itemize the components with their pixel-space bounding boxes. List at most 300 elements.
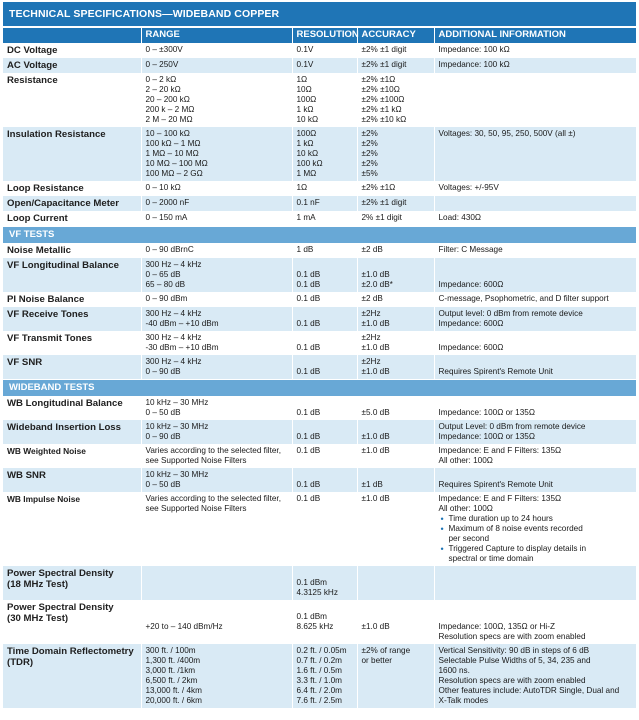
table-row xyxy=(3,355,636,380)
cell-line: 1 kΩ xyxy=(296,139,314,148)
cell-line: ±2% of range xyxy=(361,646,411,655)
parameter-subtitle: (18 MHz Test) xyxy=(7,579,69,590)
cell-line xyxy=(297,568,353,578)
cell-line: ±1.0 dB xyxy=(361,494,390,503)
resolution-cell xyxy=(292,258,357,292)
resolution-cell xyxy=(292,600,357,644)
resolution-cell xyxy=(292,444,357,468)
parameter-name: Time Domain Reflectometry xyxy=(7,646,134,657)
cell-line: Impedance: 600Ω xyxy=(438,343,504,352)
parameter-cell xyxy=(3,292,141,307)
resolution-cell xyxy=(292,196,357,211)
cell-line xyxy=(297,422,353,432)
cell-line: 0 – 65 dB xyxy=(145,270,181,279)
resolution-cell xyxy=(292,331,357,355)
range-cell xyxy=(141,181,292,196)
parameter-cell xyxy=(3,258,141,292)
cell-line: 1Ω xyxy=(296,183,308,192)
cell-line: 0.1V xyxy=(296,60,314,69)
cell-line xyxy=(297,602,353,612)
parameter-cell xyxy=(3,243,141,258)
cell-line: 1Ω xyxy=(296,75,308,84)
cell-line: Other features include: AutoTDR Single, Dual and xyxy=(438,686,620,695)
cell-line: 0.1 dB xyxy=(296,408,321,417)
cell-line: ±2Hz xyxy=(361,357,381,366)
cell-line: Impedance: 100Ω or 135Ω xyxy=(438,408,535,417)
cell-line xyxy=(439,612,633,622)
cell-line: 0 – ±300V xyxy=(145,45,183,54)
accuracy-cell xyxy=(357,127,434,181)
cell-line: ±1.0 dB xyxy=(361,446,390,455)
info-cell xyxy=(434,58,636,73)
resolution-cell xyxy=(292,43,357,58)
cell-line xyxy=(362,612,430,622)
cell-line: or better xyxy=(361,656,392,665)
cell-line: X-Talk modes xyxy=(438,696,489,705)
table-body xyxy=(3,43,636,708)
parameter-cell xyxy=(3,196,141,211)
cell-line: ±2% xyxy=(361,159,378,168)
cell-line: Voltages: +/-95V xyxy=(438,183,499,192)
parameter-name: PI Noise Balance xyxy=(7,294,85,305)
section-header xyxy=(3,380,636,397)
cell-line: ±2% xyxy=(361,139,378,148)
cell-line: Impedance: 100Ω, 135Ω or Hi-Z xyxy=(438,622,555,631)
resolution-cell xyxy=(292,355,357,380)
cell-line: 0.1 dB xyxy=(296,319,321,328)
range-cell xyxy=(141,644,292,708)
cell-line: 0 – 50 dB xyxy=(145,408,181,417)
table-row xyxy=(3,196,636,211)
cell-line xyxy=(439,260,633,270)
accuracy-cell xyxy=(357,196,434,211)
parameter-name: VF SNR xyxy=(7,357,43,368)
parameter-cell xyxy=(3,600,141,644)
cell-line: 0.1 dB xyxy=(296,280,321,289)
accuracy-cell xyxy=(357,444,434,468)
cell-line: 300 Hz – 4 kHz xyxy=(145,260,202,269)
range-cell xyxy=(141,211,292,227)
cell-line: 1.6 ft. / 0.5m xyxy=(296,666,343,675)
info-cell xyxy=(434,43,636,58)
resolution-cell xyxy=(292,468,357,492)
cell-line: 300 Hz – 4 kHz xyxy=(145,333,202,342)
resolution-cell xyxy=(292,492,357,566)
parameter-name: VF Transmit Tones xyxy=(7,333,93,344)
cell-line: Impedance: 100 kΩ xyxy=(438,60,510,69)
cell-line: 0.1 dBm xyxy=(296,612,327,621)
range-cell xyxy=(141,468,292,492)
cell-line: 10 kHz – 30 MHz xyxy=(145,470,209,479)
table-row xyxy=(3,73,636,127)
cell-line: Voltages: 30, 50, 95, 250, 500V (all ±) xyxy=(438,129,576,138)
cell-line: see Supported Noise Filters xyxy=(145,504,247,513)
cell-line: Resolution specs are with zoom enabled xyxy=(438,632,586,641)
range-cell xyxy=(141,127,292,181)
range-cell xyxy=(141,43,292,58)
accuracy-cell xyxy=(357,58,434,73)
cell-line: ±2% ±1Ω xyxy=(361,75,396,84)
table-row xyxy=(3,181,636,196)
table-row xyxy=(3,58,636,73)
resolution-cell xyxy=(292,307,357,331)
section-label: VF TESTS xyxy=(3,227,636,244)
cell-line xyxy=(297,470,353,480)
header-range: RANGE xyxy=(141,27,292,43)
table-row xyxy=(3,492,636,566)
cell-line: 100Ω xyxy=(296,95,317,104)
cell-line: ±2 dB xyxy=(361,294,383,303)
parameter-cell xyxy=(3,396,141,420)
cell-line: ±2% ±1Ω xyxy=(361,183,396,192)
table-row xyxy=(3,566,636,600)
cell-line: 3.3 ft. / 1.0m xyxy=(296,676,343,685)
info-cell xyxy=(434,331,636,355)
table-row xyxy=(3,292,636,307)
cell-line: ±1.0 dB xyxy=(361,367,390,376)
cell-line: Impedance: 100Ω or 135Ω xyxy=(438,432,535,441)
cell-line: ±1.0 dB xyxy=(361,270,390,279)
cell-line xyxy=(297,260,353,270)
parameter-subtitle: (30 MHz Test) xyxy=(7,613,69,624)
parameter-cell xyxy=(3,73,141,127)
range-cell xyxy=(141,73,292,127)
cell-line: ±2 dB xyxy=(361,245,383,254)
cell-line xyxy=(297,333,353,343)
cell-line: 6,500 ft. / 2km xyxy=(145,676,198,685)
info-cell xyxy=(434,644,636,708)
table-row xyxy=(3,468,636,492)
cell-line: ±1 dB xyxy=(361,480,383,489)
cell-line: 0 – 90 dBrnC xyxy=(145,245,194,254)
accuracy-cell xyxy=(357,331,434,355)
table-row xyxy=(3,43,636,58)
accuracy-cell xyxy=(357,600,434,644)
cell-line: 100 kΩ – 1 MΩ xyxy=(145,139,201,148)
cell-line: 0.1 dB xyxy=(296,432,321,441)
accuracy-cell xyxy=(357,73,434,127)
parameter-cell xyxy=(3,644,141,708)
parameter-name: Resistance xyxy=(7,75,58,86)
range-cell xyxy=(141,420,292,444)
cell-line: ±1.0 dB xyxy=(361,343,390,352)
cell-line: 0.1 dB xyxy=(296,446,321,455)
header-parameter xyxy=(3,27,141,43)
cell-line xyxy=(439,270,633,280)
cell-line: Output Level: 0 dBm from remote device xyxy=(438,422,586,431)
cell-line xyxy=(439,398,633,408)
cell-line: 0.1 dB xyxy=(296,294,321,303)
info-bullet: • Maximum of 8 noise events recorded xyxy=(439,524,633,534)
parameter-name: Wideband Insertion Loss xyxy=(7,422,121,433)
cell-line: 0.1 dB xyxy=(296,343,321,352)
cell-line: 7.6 ft. / 2.5m xyxy=(296,696,343,705)
cell-line xyxy=(439,470,633,480)
parameter-name: Loop Current xyxy=(7,213,68,224)
cell-line: 10 kHz – 30 MHz xyxy=(145,422,209,431)
parameter-name: VF Receive Tones xyxy=(7,309,89,320)
cell-line: ±1.0 dB xyxy=(361,432,390,441)
parameter-cell xyxy=(3,307,141,331)
cell-line: 4.3125 kHz xyxy=(296,588,338,597)
page-title: TECHNICAL SPECIFICATIONS—WIDEBAND COPPER xyxy=(3,2,636,26)
cell-line: 0 – 250V xyxy=(145,60,179,69)
info-cell xyxy=(434,211,636,227)
cell-line: Varies according to the selected filter, xyxy=(145,446,281,455)
accuracy-cell xyxy=(357,492,434,566)
cell-line: 13,000 ft. / 4km xyxy=(145,686,202,695)
cell-line: 10 MΩ – 100 MΩ xyxy=(145,159,208,168)
resolution-cell xyxy=(292,396,357,420)
table-row xyxy=(3,444,636,468)
info-cell xyxy=(434,492,636,566)
parameter-name: Loop Resistance xyxy=(7,183,84,194)
cell-line: 0.1 dB xyxy=(296,367,321,376)
cell-line: Impedance: 100 kΩ xyxy=(438,45,510,54)
cell-line: 8.625 kHz xyxy=(296,622,334,631)
range-cell xyxy=(141,444,292,468)
cell-line: 0 – 90 dB xyxy=(145,367,181,376)
range-cell xyxy=(141,243,292,258)
cell-line: 200 k – 2 MΩ xyxy=(145,105,195,114)
cell-line: 300 Hz – 4 kHz xyxy=(145,309,202,318)
cell-line: +20 to – 140 dBm/Hz xyxy=(145,622,223,631)
cell-line xyxy=(362,422,430,432)
cell-line xyxy=(439,333,633,343)
parameter-cell xyxy=(3,211,141,227)
info-bullet: spectral or time domain xyxy=(448,554,534,563)
info-cell xyxy=(434,196,636,211)
spec-table xyxy=(3,26,636,708)
parameter-cell xyxy=(3,181,141,196)
cell-line: ±2.0 dB* xyxy=(361,280,393,289)
resolution-cell xyxy=(292,58,357,73)
cell-line: Impedance: E and F Filters: 135Ω xyxy=(438,446,562,455)
parameter-name: Noise Metallic xyxy=(7,245,71,256)
cell-line: 0.1 dB xyxy=(296,480,321,489)
range-cell xyxy=(141,331,292,355)
accuracy-cell xyxy=(357,43,434,58)
cell-line: ±1.0 dB xyxy=(361,319,390,328)
accuracy-cell xyxy=(357,396,434,420)
cell-line: Selectable Pulse Widths of 5, 34, 235 and xyxy=(438,656,591,665)
parameter-name: Insulation Resistance xyxy=(7,129,106,140)
info-cell xyxy=(434,420,636,444)
parameter-name: VF Longitudinal Balance xyxy=(7,260,119,271)
info-cell xyxy=(434,292,636,307)
info-cell xyxy=(434,566,636,600)
range-cell xyxy=(141,396,292,420)
range-cell xyxy=(141,58,292,73)
header-accuracy: ACCURACY xyxy=(357,27,434,43)
accuracy-cell xyxy=(357,211,434,227)
cell-line: 1 MΩ – 10 MΩ xyxy=(145,149,199,158)
info-cell xyxy=(434,307,636,331)
cell-line: -40 dBm – +10 dBm xyxy=(145,319,219,328)
table-header xyxy=(3,27,636,43)
cell-line: All other: 100Ω xyxy=(438,456,493,465)
cell-line: 0 – 10 kΩ xyxy=(145,183,181,192)
info-cell xyxy=(434,355,636,380)
accuracy-cell xyxy=(357,307,434,331)
accuracy-cell xyxy=(357,566,434,600)
accuracy-cell xyxy=(357,292,434,307)
parameter-name: WB Weighted Noise xyxy=(7,446,86,456)
cell-line: 0.1 dBm xyxy=(296,578,327,587)
range-cell xyxy=(141,355,292,380)
range-cell xyxy=(141,492,292,566)
cell-line: 10 kΩ xyxy=(296,115,319,124)
cell-line: 0 – 2000 nF xyxy=(145,198,190,207)
cell-line: 0.1V xyxy=(296,45,314,54)
cell-line: 10 – 100 kΩ xyxy=(145,129,190,138)
resolution-cell xyxy=(292,292,357,307)
section-header xyxy=(3,227,636,244)
cell-line: 6.4 ft. / 2.0m xyxy=(296,686,343,695)
cell-line: Requires Spirent's Remote Unit xyxy=(438,367,553,376)
cell-line: 0 – 90 dBm xyxy=(145,294,188,303)
accuracy-cell xyxy=(357,420,434,444)
cell-line: 0.1 nF xyxy=(296,198,320,207)
cell-line xyxy=(362,398,430,408)
table-row xyxy=(3,307,636,331)
cell-line: Requires Spirent's Remote Unit xyxy=(438,480,553,489)
cell-line: ±2% ±10Ω xyxy=(361,85,400,94)
info-cell xyxy=(434,258,636,292)
cell-line: Resolution specs are with zoom enabled xyxy=(438,676,586,685)
parameter-name: AC Voltage xyxy=(7,60,58,71)
table-row xyxy=(3,258,636,292)
cell-line: ±2% ±1 digit xyxy=(361,45,407,54)
cell-line: Impedance: 600Ω xyxy=(438,319,504,328)
cell-line: 300 Hz – 4 kHz xyxy=(145,357,202,366)
info-cell xyxy=(434,73,636,127)
parameter-cell xyxy=(3,331,141,355)
info-cell xyxy=(434,181,636,196)
cell-line: Impedance: E and F Filters: 135Ω xyxy=(438,494,562,503)
resolution-cell xyxy=(292,73,357,127)
table-row xyxy=(3,420,636,444)
cell-line xyxy=(362,602,430,612)
cell-line: 2 – 20 kΩ xyxy=(145,85,181,94)
cell-line xyxy=(297,357,353,367)
cell-line: Filter: C Message xyxy=(438,245,503,254)
cell-line: C-message, Psophometric, and D filter support xyxy=(438,294,609,303)
cell-line: 0 – 90 dB xyxy=(145,432,181,441)
range-cell xyxy=(141,566,292,600)
accuracy-cell xyxy=(357,468,434,492)
cell-line: 100Ω xyxy=(296,129,317,138)
resolution-cell xyxy=(292,181,357,196)
table-row xyxy=(3,644,636,708)
cell-line: ±1.0 dB xyxy=(361,622,390,631)
cell-line: 100 kΩ xyxy=(296,159,323,168)
table-row xyxy=(3,127,636,181)
table-row xyxy=(3,600,636,644)
resolution-cell xyxy=(292,566,357,600)
resolution-cell xyxy=(292,211,357,227)
cell-line xyxy=(146,612,288,622)
cell-line: 3,000 ft. /1km xyxy=(145,666,196,675)
cell-line: Impedance: 600Ω xyxy=(438,280,504,289)
parameter-cell xyxy=(3,355,141,380)
parameter-cell xyxy=(3,468,141,492)
cell-line: ±2% xyxy=(361,129,378,138)
parameter-name: WB Impulse Noise xyxy=(7,494,81,504)
range-cell xyxy=(141,600,292,644)
cell-line: 1 mA xyxy=(296,213,316,222)
info-cell xyxy=(434,600,636,644)
cell-line xyxy=(297,398,353,408)
parameter-cell xyxy=(3,444,141,468)
table-row xyxy=(3,331,636,355)
parameter-cell xyxy=(3,492,141,566)
accuracy-cell xyxy=(357,181,434,196)
parameter-name: WB SNR xyxy=(7,470,46,481)
accuracy-cell xyxy=(357,243,434,258)
range-cell xyxy=(141,258,292,292)
parameter-cell xyxy=(3,127,141,181)
parameter-cell xyxy=(3,420,141,444)
resolution-cell xyxy=(292,420,357,444)
range-cell xyxy=(141,292,292,307)
parameter-cell xyxy=(3,58,141,73)
cell-line: 100 MΩ – 2 GΩ xyxy=(145,169,203,178)
cell-line: ±2% ±100Ω xyxy=(361,95,405,104)
cell-line: All other: 100Ω xyxy=(438,504,493,513)
resolution-cell xyxy=(292,127,357,181)
cell-line: 1 MΩ xyxy=(296,169,317,178)
resolution-cell xyxy=(292,644,357,708)
cell-line: ±2% ±1 digit xyxy=(361,198,407,207)
cell-line xyxy=(439,357,633,367)
cell-line: 2% ±1 digit xyxy=(361,213,402,222)
resolution-cell xyxy=(292,243,357,258)
cell-line xyxy=(362,260,430,270)
info-cell xyxy=(434,468,636,492)
range-cell xyxy=(141,196,292,211)
parameter-name: Open/Capacitance Meter xyxy=(7,198,119,209)
cell-line: -30 dBm – +10 dBm xyxy=(145,343,219,352)
header-additional-information: ADDITIONAL INFORMATION xyxy=(434,27,636,43)
cell-line: 2 M – 20 MΩ xyxy=(145,115,193,124)
cell-line xyxy=(297,309,353,319)
info-bullet: per second xyxy=(448,534,490,543)
cell-line: ±2% xyxy=(361,149,378,158)
cell-line xyxy=(439,602,633,612)
cell-line: ±2% ±1 digit xyxy=(361,60,407,69)
cell-line: ±5.0 dB xyxy=(361,408,390,417)
cell-line: ±2% ±1 kΩ xyxy=(361,105,402,114)
table-row xyxy=(3,211,636,227)
cell-line: Vertical Sensitivity: 90 dB in steps of 6 dB xyxy=(438,646,590,655)
cell-line: 10 kΩ xyxy=(296,149,319,158)
cell-line: 0 – 2 kΩ xyxy=(145,75,177,84)
cell-line: 300 ft. / 100m xyxy=(145,646,196,655)
info-cell xyxy=(434,127,636,181)
cell-line: 0 – 150 mA xyxy=(145,213,188,222)
info-bullet: • Triggered Capture to display details in xyxy=(439,544,633,554)
cell-line: ±2Hz xyxy=(361,309,381,318)
cell-line: 0.2 ft. / 0.05m xyxy=(296,646,347,655)
cell-line: Output level: 0 dBm from remote device xyxy=(438,309,583,318)
cell-line: 10Ω xyxy=(296,85,312,94)
cell-line: ±2Hz xyxy=(361,333,381,342)
info-cell xyxy=(434,396,636,420)
cell-line: Varies according to the selected filter, xyxy=(145,494,281,503)
cell-line xyxy=(146,602,288,612)
parameter-cell xyxy=(3,43,141,58)
